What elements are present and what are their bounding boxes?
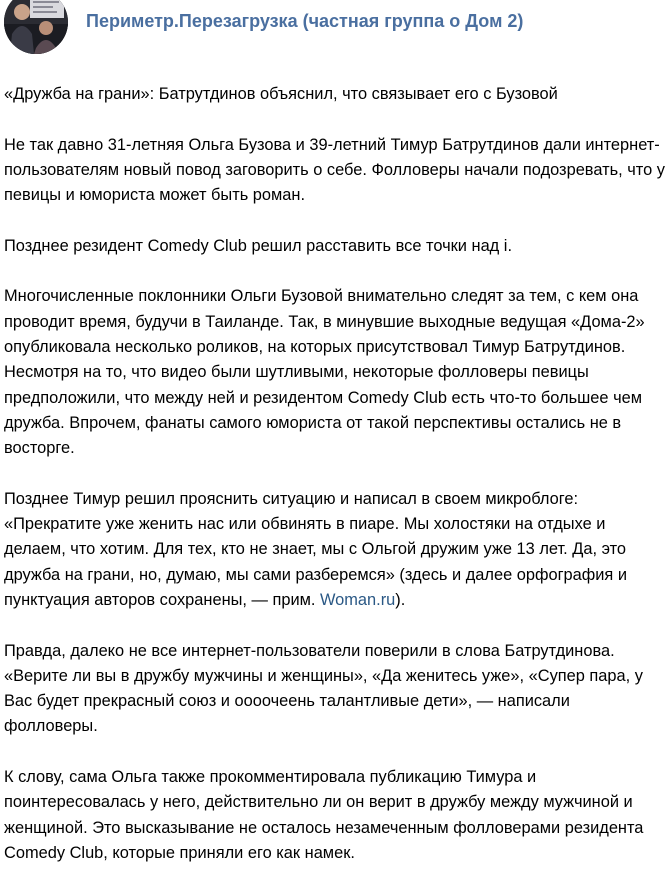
avatar-image — [4, 0, 68, 54]
post-paragraph: Многочисленные поклонники Ольги Бузовой внимательно следят за тем, с кем она проводит время, будучи в Таиланде. Так, в минувшие выходные ведущая «Дома-2» опубликовала несколько роликов, на которых присутствовал Тимур Батрутдинов. Несмотря на то, что видео были шутливыми, некоторые фолловеры певицы предположили, что между ней и резидентом Comedy Club есть что-то большее чем дружба. Впрочем, фанаты самого юмориста от такой перспективы остались не в восторге. — [4, 287, 645, 458]
post-header — [0, 0, 670, 66]
post-paragraph — [4, 487, 666, 613]
paragraph-text: ). — [395, 590, 406, 609]
paragraph-text: Позднее Тимур решил прояснить ситуацию и написал в своем микроблоге: «Прекратите уже женить нас или обвинять в пиаре. Мы холостяки на отдыхе и делаем, что хотим. Для тех, кто не знает, мы с Ольгой дружим уже 13 лет. Да, это дружба на грани, но, думаю, мы сами разберемся» (здесь и далее орфография и пунктуация авторов сохранены, — прим. — [4, 489, 628, 609]
post-text — [4, 82, 666, 892]
post-paragraph: Позднее резидент Comedy Club решил расставить все точки над i. — [4, 236, 512, 255]
post-paragraph: К слову, сама Ольга также прокомментировала публикацию Тимура и поинтересовалась у него, действительно ли он верит в дружбу между мужчиной и женщиной. Это высказывание не осталось незамеченным фолловерами резидента Comedy Club, которые приняли его как намек. — [4, 768, 644, 862]
source-link[interactable]: Woman.ru — [319, 590, 396, 609]
post-paragraph: Не так давно 31-летняя Ольга Бузова и 39-летний Тимур Батрутдинов дали интернет-пользователям новый повод заговорить о себе. Фолловеры начали подозревать, что у певицы и юмориста может быть роман. — [4, 135, 665, 205]
post-title: «Дружба на грани»: Батрутдинов объяснил, что связывает его с Бузовой — [4, 85, 558, 103]
post-paragraph: Правда, далеко не все интернет-пользователи поверили в слова Батрутдинова. «Верите ли вы в дружбу мужчины и женщины», «Да женитесь уже», «Супер пара, у Вас будет прекрасный союз и оооочеень талантливые дети», — написали фолловеры. — [4, 641, 643, 736]
group-name-link[interactable]: Периметр.Перезагрузка (частная группа о Дом 2) — [86, 11, 524, 31]
group-avatar[interactable] — [4, 0, 68, 54]
